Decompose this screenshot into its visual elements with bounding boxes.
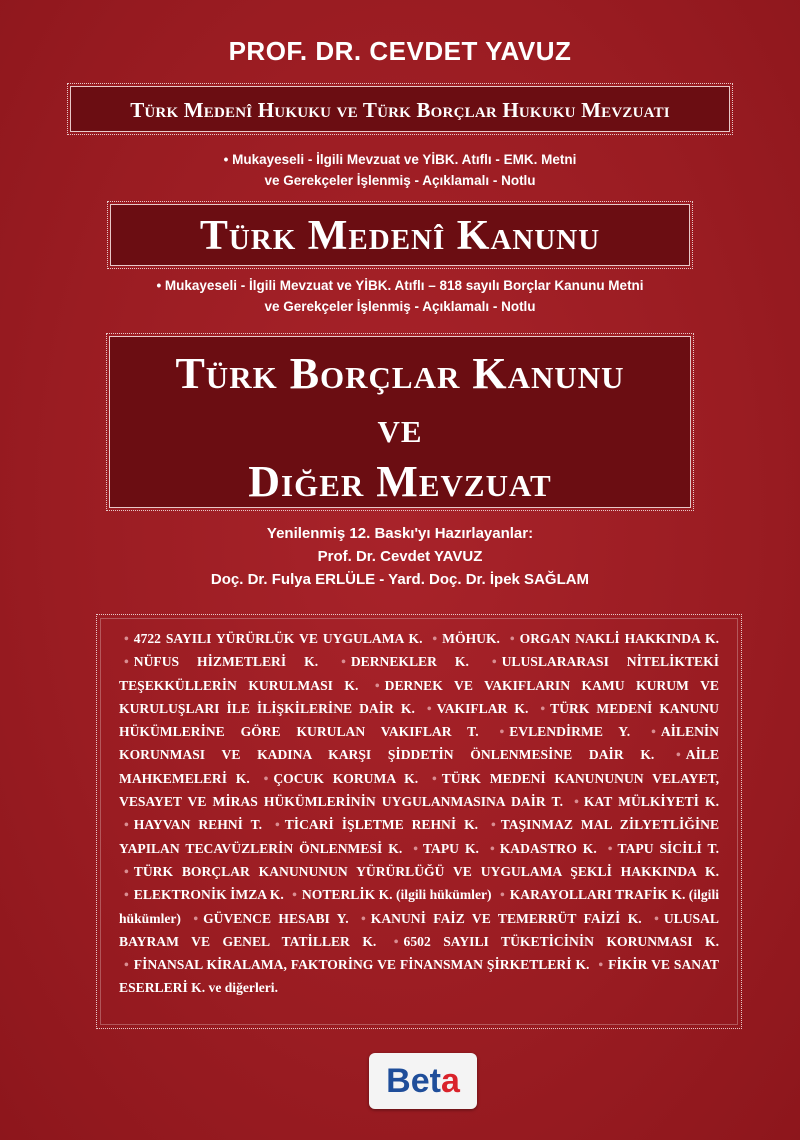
bullet-icon: •: [489, 840, 495, 856]
contents-item: ULUSLARARASI NİTELİKTEKİ TEŞEKKÜLLERİN KURULMASI K.: [119, 654, 719, 693]
tbk-note: [0, 275, 800, 317]
bullet-icon: •: [124, 887, 129, 903]
series-title: Türk Medenî Hukuku ve Türk Borçlar Hukuku Mevzuatı: [130, 98, 670, 122]
bullet-icon: •: [574, 794, 579, 810]
contents-item: TAPU SİCİLİ T.: [617, 840, 720, 856]
contents-item: KANUNİ FAİZ VE TEMERRÜT FAİZİ K.: [370, 910, 642, 926]
bullet-icon: •: [341, 654, 346, 670]
tmk-title: Türk Medenî Kanunu: [199, 213, 601, 259]
bullet-icon: •: [654, 910, 659, 926]
contents-item: TİCARİ İŞLETME REHNİ K.: [284, 817, 479, 833]
bullet-icon: •: [124, 654, 129, 670]
contents-item: NÜFUS HİZMETLERİ K.: [133, 654, 319, 670]
contents-item: TAŞINMAZ MAL ZİLYETLİĞİNE YAPILAN TECAVÜZLERİN ÖNLENMESİ K.: [119, 817, 720, 856]
tmk-note-line2: ve Gerekçeler İşlenmiş - Açıklamalı - Notlu: [264, 173, 536, 188]
contents-item: EVLENDİRME Y.: [509, 724, 631, 740]
contents-item: KARAYOLLARI TRAFİK K. (ilgili hükümler): [119, 887, 719, 926]
contents-item: VAKIFLAR K.: [436, 700, 529, 716]
publisher-logo-main: Bet: [386, 1062, 441, 1100]
contents-item: KAT MÜLKİYETİ K.: [583, 794, 719, 810]
bullet-icon: •: [432, 631, 438, 646]
tbk-title-line3: Diğer Mevzuat: [248, 457, 552, 506]
contents-item: TAPU K.: [423, 840, 479, 856]
tmk-note: [0, 149, 800, 191]
contents-item: ULUSAL BAYRAM VE GENEL TATİLLER K.: [119, 910, 719, 949]
bullet-icon: •: [124, 817, 129, 833]
contents-item: FİKİR VE SANAT ESERLERİ K. ve diğerleri.: [119, 957, 719, 996]
contents-item: HAYVAN REHNİ T.: [133, 817, 263, 833]
tmk-note-line1: • Mukayeseli - İlgili Mevzuat ve YİBK. Atıflı - EMK. Metni: [223, 152, 577, 167]
tmk-title-box: [110, 204, 690, 266]
bullet-icon: •: [374, 677, 380, 693]
bullet-icon: •: [274, 817, 280, 833]
bullet-icon: •: [193, 910, 199, 926]
bullet-icon: •: [509, 631, 515, 646]
bullet-icon: •: [607, 840, 613, 856]
contents-item: 4722 SAYILI YÜRÜRLÜK VE UYGULAMA K.: [133, 631, 423, 646]
contents-item: GÜVENCE HESABI Y.: [203, 910, 349, 926]
bullet-icon: •: [426, 700, 432, 716]
preparer-secondary: Doç. Dr. Fulya ERLÜLE - Yard. Doç. Dr. İpek SAĞLAM: [210, 571, 590, 588]
contents-item: TÜRK BORÇLAR KANUNUNUN YÜRÜRLÜĞÜ VE UYGULAMA ŞEKLİ HAKKINDA K.: [133, 863, 719, 879]
tbk-title: [110, 337, 690, 509]
tbk-title-line1: Türk Borçlar Kanunu: [175, 349, 625, 398]
contents-item: MÖHUK.: [442, 631, 500, 646]
publisher-logo: [369, 1053, 477, 1109]
bullet-icon: •: [124, 631, 129, 646]
bullet-icon: •: [598, 957, 604, 973]
bullet-icon: •: [361, 910, 366, 926]
contents-item: DERNEKLER K.: [350, 654, 469, 670]
contents-item: FİNANSAL KİRALAMA, FAKTORİNG VE FİNANSMAN ŞİRKETLERİ K.: [133, 957, 590, 973]
bullet-icon: •: [499, 887, 505, 903]
bullet-icon: •: [491, 654, 497, 670]
bullet-icon: •: [540, 700, 546, 716]
bullet-icon: •: [499, 724, 505, 740]
bullet-icon: •: [292, 887, 297, 903]
bullet-icon: •: [413, 840, 418, 856]
contents-item: TÜRK MEDENİ KANUNU HÜKÜMLERİNE GÖRE KURULAN VAKIFLAR T.: [119, 700, 719, 740]
tbk-note-line1: • Mukayeseli - İlgili Mevzuat ve YİBK. Atıflı – 818 sayılı Borçlar Kanunu Metni: [156, 278, 644, 293]
contents-item: NOTERLİK K. (ilgili hükümler): [301, 887, 492, 903]
contents-item: 6502 SAYILI TÜKETİCİNİN KORUNMASI K.: [403, 933, 719, 949]
bullet-icon: •: [124, 863, 129, 879]
bullet-icon: •: [431, 770, 437, 786]
bullet-icon: •: [124, 957, 129, 973]
preparers-heading: Yenilenmiş 12. Baskı'yı Hazırlayanlar:: [266, 525, 534, 542]
contents-item: ORGAN NAKLİ HAKKINDA K.: [519, 631, 719, 646]
contents-item: AİLENİN KORUNMASI VE KADINA KARŞI ŞİDDETİN ÖNLENMESİNE DAİR K.: [119, 724, 719, 763]
bullet-icon: •: [676, 747, 681, 763]
bullet-icon: •: [651, 724, 656, 740]
contents-item: DERNEK VE VAKIFLARIN KAMU KURUM VE KURULUŞLARI İLE İLİŞKİLERİNE DAİR K.: [119, 677, 719, 716]
bullet-icon: •: [490, 817, 496, 833]
contents-item: KADASTRO K.: [499, 840, 597, 856]
preparers-block: [0, 522, 800, 591]
series-title-box: [70, 86, 730, 132]
contents-item: ÇOCUK KORUMA K.: [273, 770, 419, 786]
preparer-primary: Prof. Dr. Cevdet YAVUZ: [317, 548, 483, 565]
tbk-title-line2: ve: [377, 403, 423, 452]
contents-item: ELEKTRONİK İMZA K.: [133, 887, 284, 903]
author-name: PROF. DR. CEVDET YAVUZ: [228, 36, 572, 66]
contents-box: [96, 614, 742, 1029]
bullet-icon: •: [263, 770, 269, 786]
contents-list: [119, 627, 719, 1000]
publisher-logo-accent: a: [440, 1062, 460, 1100]
tbk-title-box: [109, 336, 691, 508]
bullet-icon: •: [393, 933, 399, 949]
contents-item: TÜRK MEDENİ KANUNUNUN VELAYET, VESAYET VE MİRAS HÜKÜMLERİNİN UYGULANMASINA DAİR T.: [119, 770, 719, 810]
tbk-note-line2: ve Gerekçeler İşlenmiş - Açıklamalı - Notlu: [264, 299, 536, 314]
contents-item: AİLE MAHKEMELERİ K.: [119, 747, 720, 786]
